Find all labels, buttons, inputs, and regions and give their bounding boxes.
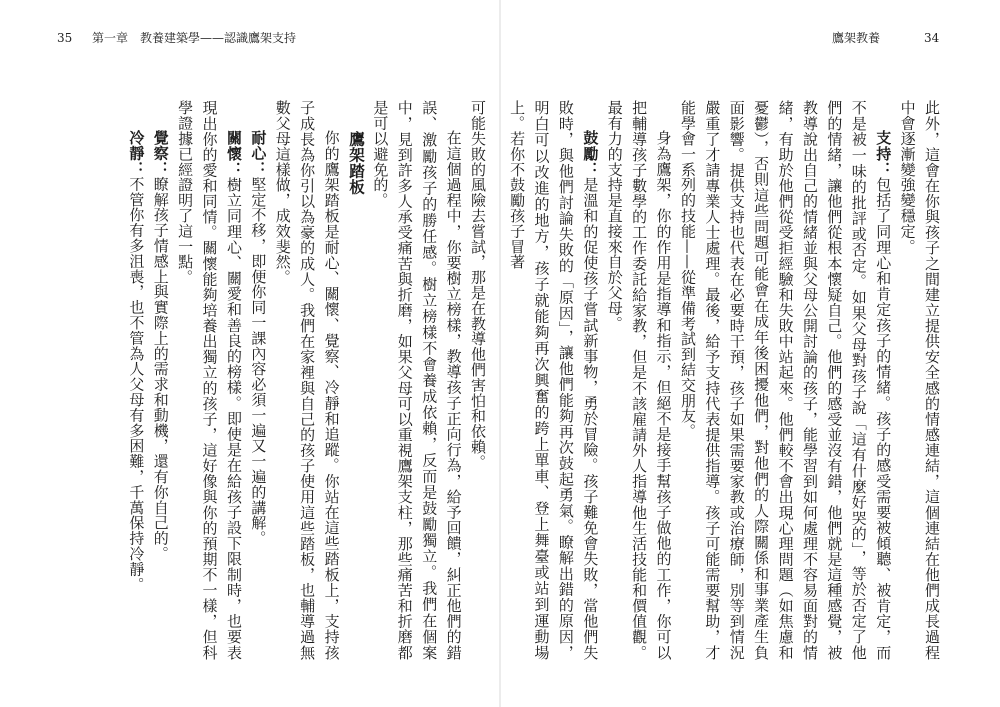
left-page-number: 35 [57, 31, 73, 45]
term-label: 鼓勵： [581, 130, 600, 177]
term-text: 樹立同理心、關愛和善良的榜樣。即使是在給孩子設下限制時，也要表現出你的愛和同情。關懷能夠培養出獨立的孩子，這好像與你的預期不一樣，但科學證據已經證明了這一點。 [176, 100, 243, 660]
term-label: 冷靜： [127, 130, 146, 177]
book-gutter [499, 0, 501, 707]
paragraph-awareness [148, 100, 172, 660]
paragraph: 此外，這會在你與孩子之間建立提供安全感的情感連結，這個連結在他們成長過程中會逐漸變強變穩定。 [898, 100, 941, 660]
term-text: 堅定不移，即便你同一課內容必須一遍又一遍的講解。 [249, 176, 268, 546]
term-label: 耐心： [249, 130, 268, 177]
paragraph-support [676, 100, 896, 660]
section-heading: 鷹架踏板 [346, 131, 366, 195]
paragraph: 身為鷹架，你的作用是指導和指示，但絕不是接手幫孩子做他的工作，你可以把輔導孩子數學的工作委託給家教，但是不該雇請外人指導他生活技能和價值觀。最有力的支持是直接來自於父母。 [605, 100, 673, 660]
paragraph-care [173, 100, 246, 660]
term-label: 支持： [874, 130, 893, 177]
left-page-body [54, 100, 490, 660]
term-text: 瞭解孩子情感上與實際上的需求和動機，還有你自己的。 [151, 176, 170, 562]
term-text: 包括了同理心和肯定孩子的情緒。孩子的感受需要被傾聽、被肯定，而不是被一味的批評或否定。如果父母對孩子說「這有什麼好哭的」，等於否定了他們的情緒，讓他們從根本懷疑自己。他們的感受並沒有錯，他們就是這種感覺，被教導說出自己的情緒並與父母公開討論的孩子，能學習到如何處理不容易面對的情緒，有助於他們從受拒經驗和失敗中站起來。他們較不會出現心理問題（如焦慮和憂鬱），否則這些問題可能會在成年後困擾他們，對他們的人際關係和事業產生負面影響。提供支持也代表在必要時干預，孩子如果需要家教或治療師，別等到情況嚴重了才請專業人士處理。最後，給予支持代表提供指導。孩子可能需要幫助，才能學會一系列的技能——從準備考試到結交朋友。 [678, 100, 893, 660]
paragraph: 在這個過程中，你要樹立榜樣，教導孩子正向行為，給予回饋，糾正他們的錯誤、激勵孩子的勝任感。樹立榜樣不會養成依賴，反而是鼓勵獨立。我們在個案中，見到許多人承受痛苦與折磨，如果父母可以重視鷹架支柱，那些痛苦和折磨都是可以避免的。 [371, 100, 463, 660]
right-page-number: 34 [924, 31, 940, 45]
term-label: 覺察： [151, 130, 170, 177]
paragraph-calm [124, 100, 148, 660]
paragraph-patience [246, 100, 270, 660]
paragraph: 你的鷹架踏板是耐心、關懷、覺察、冷靜和追蹤。你站在這些踏板上，支持孩子成長為你引以為豪的成人。我們在家裡與自己的孩子使用這些踏板，也輔導過無數父母這樣做，成效斐然。 [273, 100, 341, 660]
term-text: 是溫和的促使孩子嘗試新事物，勇於冒險。孩子難免會失敗，當他們失敗時，與他們討論失敗的「原因」，讓他們能夠再次鼓起勇氣。瞭解出錯的原因，明白可以改進的地方，孩子就能夠再次興奮的跨上單車、登上舞臺或站到運動場上。若你不鼓勵孩子冒著 [508, 100, 600, 660]
left-running-head: 第一章 教養建築學——認識鷹架支持 [92, 31, 297, 45]
paragraph-encourage [508, 100, 602, 660]
term-label: 關懷： [224, 130, 243, 177]
right-running-head: 鷹架教養 [832, 31, 881, 45]
term-text: 不管你有多沮喪，也不管為人父母有多困難，千萬保持冷靜。 [127, 176, 146, 593]
paragraph: 可能失敗的風險去嘗試，那是在教導他們害怕和依賴。 [469, 100, 487, 470]
right-page-body [508, 100, 944, 660]
